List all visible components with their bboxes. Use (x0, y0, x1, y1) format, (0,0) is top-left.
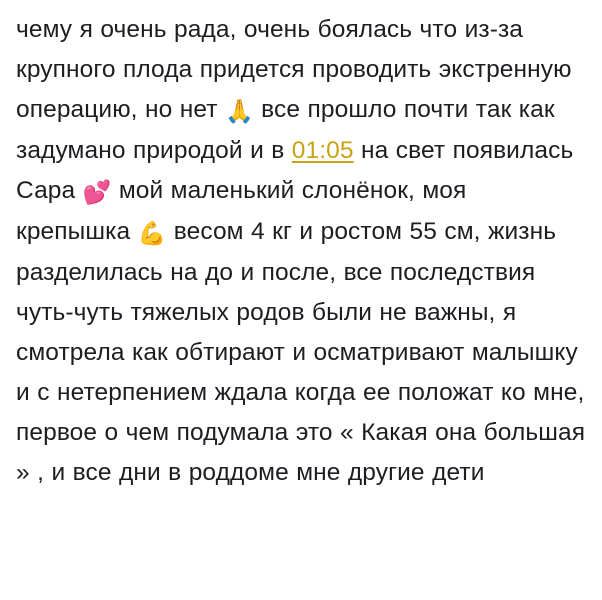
flexed-biceps-emoji: 💪 (137, 220, 167, 246)
post-text-run: весом 4 кг и ростом 55 см, жизнь разделилась на до и после, все последствия чуть-чуть тяжелых родов были не важны, я смотрела как обтирают и осматривают малышку и с нетерпением ждала когда ее положат ко мне, первое о чем подумала это « Какая она большая » , и все дни в роддоме мне другие дети (16, 218, 586, 486)
timestamp-link[interactable]: 01:05 (291, 137, 354, 164)
post-text-run: на свет появилась Сара (16, 137, 574, 204)
post-text-run: все прошло почти так как задумано природой и в (16, 96, 555, 164)
two-hearts-emoji: 💕 (82, 179, 112, 205)
folded-hands-emoji: 🙏 (225, 98, 254, 124)
post-text-run: чему я очень рада, очень боялась что из-за крупного плода придется проводить экстренную операцию, но нет (16, 16, 572, 123)
post-text-run: мой маленький слонёнок, моя крепышка (16, 177, 467, 245)
post-text (16, 10, 586, 493)
